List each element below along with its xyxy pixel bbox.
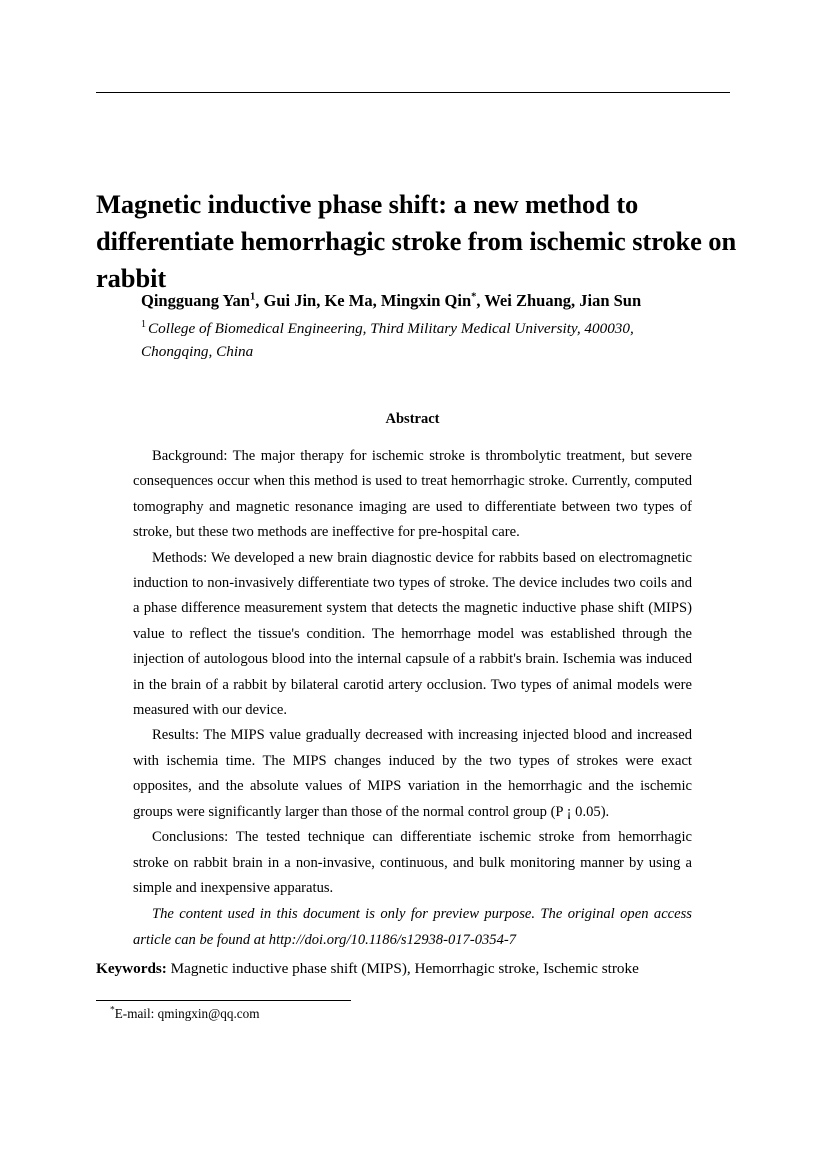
author-block <box>141 290 741 363</box>
keywords-line <box>96 958 741 980</box>
affiliation-line <box>141 318 651 363</box>
author-affiliation-marker: 1 <box>249 291 256 303</box>
preview-notice: The content used in this document is only for preview purpose. The original open access article can be found at http://doi.org/10.1186/s12938-017-0354-7 <box>133 906 692 948</box>
header-rule <box>96 92 730 93</box>
footnote-rule <box>96 1000 351 1001</box>
abstract-paragraph-methods: Methods: We developed a new brain diagnostic device for rabbits based on electromagnetic induction to non-invasively differentiate two types of stroke. The device includes two coils and a phase difference measurement system that detects the magnetic inductive phase shift (MIPS) value to reflect the tissue's condition. The hemorrhage model was established through the injection of autologous blood into the internal capsule of a rabbit's brain. Ischemia was induced in the brain of a rabbit by bilateral carotid artery occlusion. Two types of animal models were measured with our device. <box>133 549 692 719</box>
author-names-tail: , Wei Zhuang, Jian Sun <box>476 291 642 310</box>
footnote-marker: * <box>110 1005 115 1016</box>
author-names-middle: , Gui Jin, Ke Ma, Mingxin Qin <box>255 291 472 310</box>
page-title: Magnetic inductive phase shift: a new method to differentiate hemorrhagic stroke from ischemic stroke on rabbit <box>96 188 737 293</box>
keywords-value: Magnetic inductive phase shift (MIPS), Hemorrhagic stroke, Ischemic stroke <box>170 960 639 977</box>
corresponding-author-marker: * <box>471 291 477 303</box>
abstract-body <box>133 444 692 953</box>
affiliation-marker: 1 <box>141 318 146 330</box>
abstract-paragraph-results: Results: The MIPS value gradually decreased with increasing injected blood and increased with ischemia time. The MIPS changes induced by the two types of strokes were exact opposites, and the absolute values of MIPS variation in the hemorrhagic and the ischemic groups were significantly larger than those of the normal control group (P ¡ 0.05). <box>133 727 692 820</box>
author-list <box>141 290 741 312</box>
author-name-primary: Qingguang Yan <box>141 291 250 310</box>
footnote-email <box>110 1005 530 1023</box>
abstract-heading: Abstract <box>385 411 440 427</box>
affiliation-text: College of Biomedical Engineering, Third Military Medical University, 400030, Chongqing, China <box>141 320 634 360</box>
abstract-paragraph-conclusions: Conclusions: The tested technique can differentiate ischemic stroke from hemorrhagic stroke on rabbit brain in a non-invasive, continuous, and bulk monitoring manner by using a simple and inexpensive apparatus. <box>133 829 692 896</box>
keywords-label: Keywords: <box>96 960 167 977</box>
abstract-paragraph-background: Background: The major therapy for ischemic stroke is thrombolytic treatment, but severe consequences occur when this method is used to treat hemorrhagic stroke. Currently, computed tomography and magnetic resonance imaging are used to differentiate between two types of stroke, but these two methods are ineffective for pre-hospital care. <box>133 448 692 541</box>
footnote-text: E-mail: qmingxin@qq.com <box>114 1006 260 1021</box>
